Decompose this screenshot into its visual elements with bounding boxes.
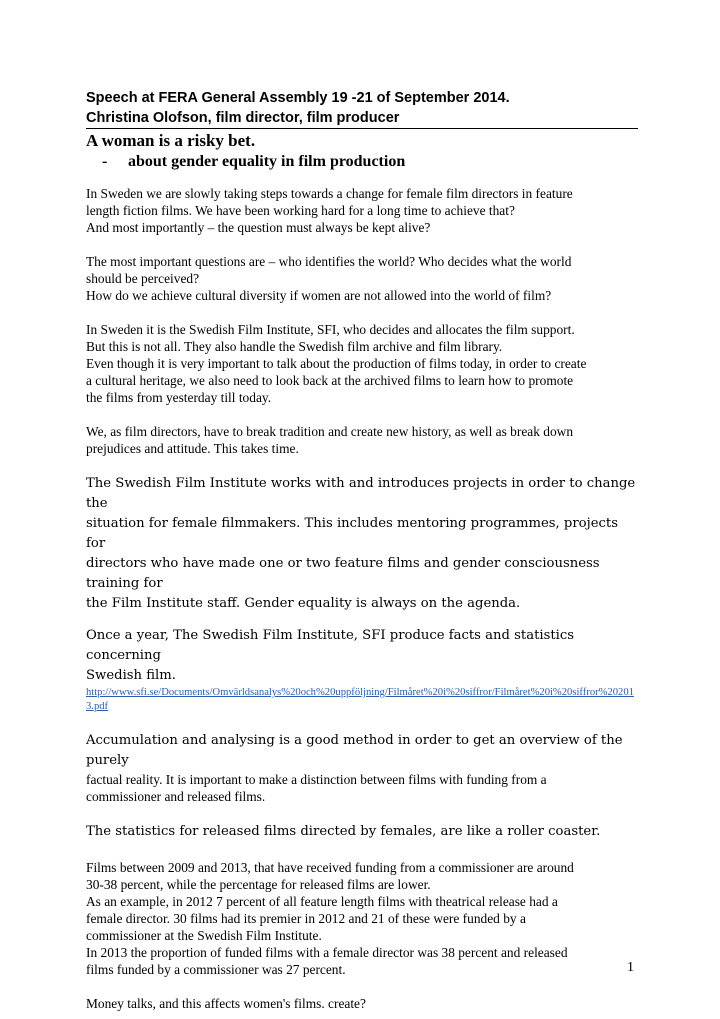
header-line-2: Christina Olofson, film director, film producer: [86, 108, 638, 129]
text-line: And most importantly – the question must always be kept alive?: [86, 220, 431, 235]
header-line-1: Speech at FERA General Assembly 19 -21 of September 2014.: [86, 90, 510, 106]
text-line: In Sweden we are slowly taking steps towards a change for female film directors in feature: [86, 186, 573, 201]
text-line: In 2013 the proportion of funded films with a female director was 38 percent and released: [86, 945, 568, 960]
text-line: Films between 2009 and 2013, that have received funding from a commissioner are around: [86, 860, 574, 875]
text-line: The most important questions are – who identifies the world? Who decides what the world: [86, 254, 572, 269]
document-page: [86, 88, 638, 1012]
document-title: A woman is a risky bet.: [86, 131, 256, 150]
text-line: Even though it is very important to talk about the production of films today, in order to create: [86, 356, 587, 371]
text-line: 30-38 percent, while the percentage for released films are lower.: [86, 877, 431, 892]
text-line: How do we achieve cultural diversity if women are not allowed into the world of film?: [86, 288, 552, 303]
subtitle-dash: -: [102, 153, 108, 170]
text-line: The Swedish Film Institute works with and introduces projects in order to change the: [86, 476, 636, 511]
paragraph-9: [86, 859, 638, 978]
subtitle-text: about gender equality in film production: [128, 153, 406, 170]
text-line: situation for female filmmakers. This includes mentoring programmes, projects for: [86, 516, 618, 551]
text-line: a cultural heritage, we also need to look back at the archived films to learn how to promote: [86, 373, 574, 388]
text-line: commissioner at the Swedish Film Institute.: [86, 928, 322, 943]
paragraph-1: [86, 185, 638, 236]
text-line: As an example, in 2012 7 percent of all feature length films with theatrical release had a: [86, 894, 558, 909]
text-line: Once a year, The Swedish Film Institute, SFI produce facts and statistics concerning: [86, 628, 575, 663]
paragraph-5: [86, 474, 638, 614]
text-line: prejudices and attitude. This takes time.: [86, 441, 299, 456]
text-line: the Film Institute staff. Gender equality is always on the agenda.: [86, 596, 521, 611]
paragraph-2: [86, 253, 638, 304]
text-line: directors who have made one or two feature films and gender consciousness training for: [86, 556, 600, 591]
text-line: But this is not all. They also handle the Swedish film archive and film library.: [86, 339, 503, 354]
text-line: films funded by a commissioner was 27 percent.: [86, 962, 346, 977]
text-line: factual reality. It is important to make a distinction between films with funding from a: [86, 772, 547, 787]
text-line: the films from yesterday till today.: [86, 390, 272, 405]
paragraph-3: [86, 321, 638, 406]
paragraph-7: [86, 731, 638, 805]
text-line: We, as film directors, have to break tradition and create new history, as well as break down: [86, 424, 574, 439]
text-line: female director. 30 films had its premier in 2012 and 21 of these were funded by a: [86, 911, 526, 926]
page-number: 1: [627, 960, 634, 975]
text-line: Swedish film.: [86, 668, 176, 683]
paragraph-4: [86, 423, 638, 457]
text-line: should be perceived?: [86, 271, 200, 286]
text-line: length fiction films. We have been working hard for a long time to achieve that?: [86, 203, 515, 218]
paragraph-10: [86, 995, 638, 1012]
text-line: commissioner and released films.: [86, 789, 266, 804]
paragraph-6: [86, 626, 638, 714]
text-line: In Sweden it is the Swedish Film Institute, SFI, who decides and allocates the film support.: [86, 322, 575, 337]
paragraph-8: [86, 822, 638, 842]
document-subtitle: [86, 151, 638, 173]
text-line: Accumulation and analysing is a good method in order to get an overview of the purely: [86, 733, 623, 768]
text-line: Money talks, and this affects women's films. create?: [86, 996, 366, 1011]
statistics-link[interactable]: http://www.sfi.se/Documents/Omvärldsanalys%20och%20uppföljning/Filmåret%20i%20siffror/Filmåret%20i%20siffror%202013.pdf: [86, 687, 634, 712]
text-line: The statistics for released films directed by females, are like a roller coaster.: [86, 824, 601, 839]
